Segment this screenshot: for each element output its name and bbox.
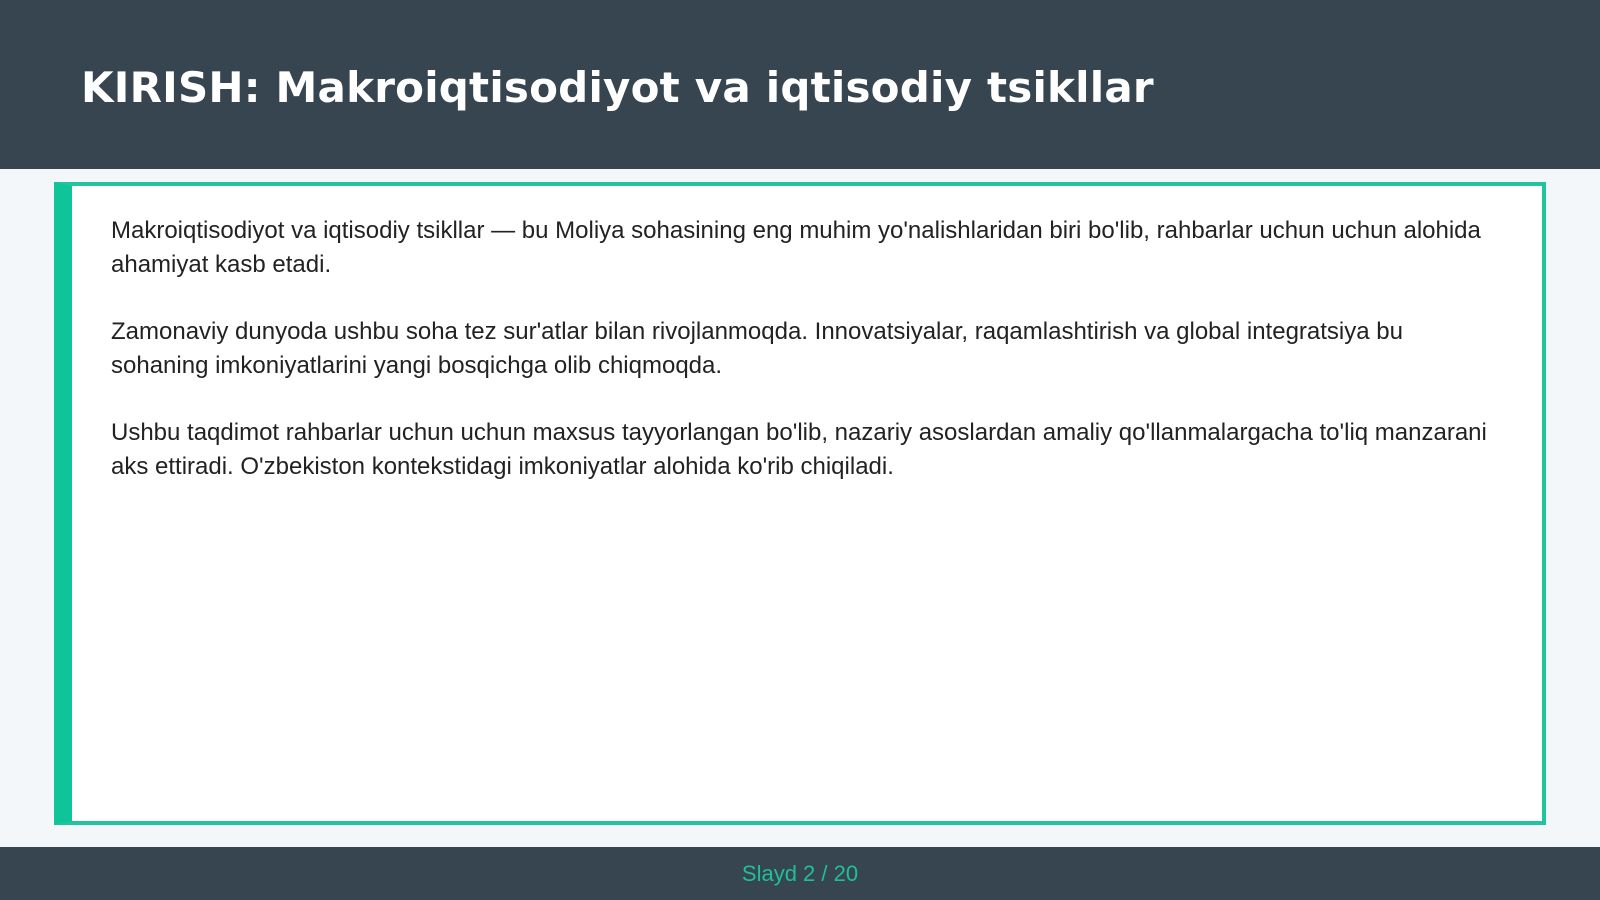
content-paragraph-2: Zamonaviy dunyoda ushbu soha tez sur'atlar bilan rivojlanmoqda. Innovatsiyalar, raqamlashtirish va global integratsiya bu sohaning imkoniyatlarini yangi bosqichga olib chiqmoqda. — [111, 318, 1403, 379]
content-card — [54, 182, 1546, 825]
content-paragraph-1: Makroiqtisodiyot va iqtisodiy tsikllar — bu Moliya sohasining eng muhim yo'nalishlaridan biri bo'lib, rahbarlar uchun uchun alohida ahamiyat kasb etadi. — [111, 217, 1481, 278]
slide-number: Slayd 2 / 20 — [741, 861, 859, 886]
content-paragraph-3: Ushbu taqdimot rahbarlar uchun uchun maxsus tayyorlangan bo'lib, nazariy asoslardan amaliy qo'llanmalargacha to'liq manzarani aks ettiradi. O'zbekiston kontekstidagi imkoniyatlar alohida ko'rib chiqiladi. — [111, 419, 1487, 480]
slide-title: KIRISH: Makroiqtisodiyot va iqtisodiy tsikllar — [81, 63, 1154, 112]
slide-footer — [0, 847, 1600, 900]
content-text — [111, 214, 1501, 517]
slide-header — [0, 0, 1600, 169]
